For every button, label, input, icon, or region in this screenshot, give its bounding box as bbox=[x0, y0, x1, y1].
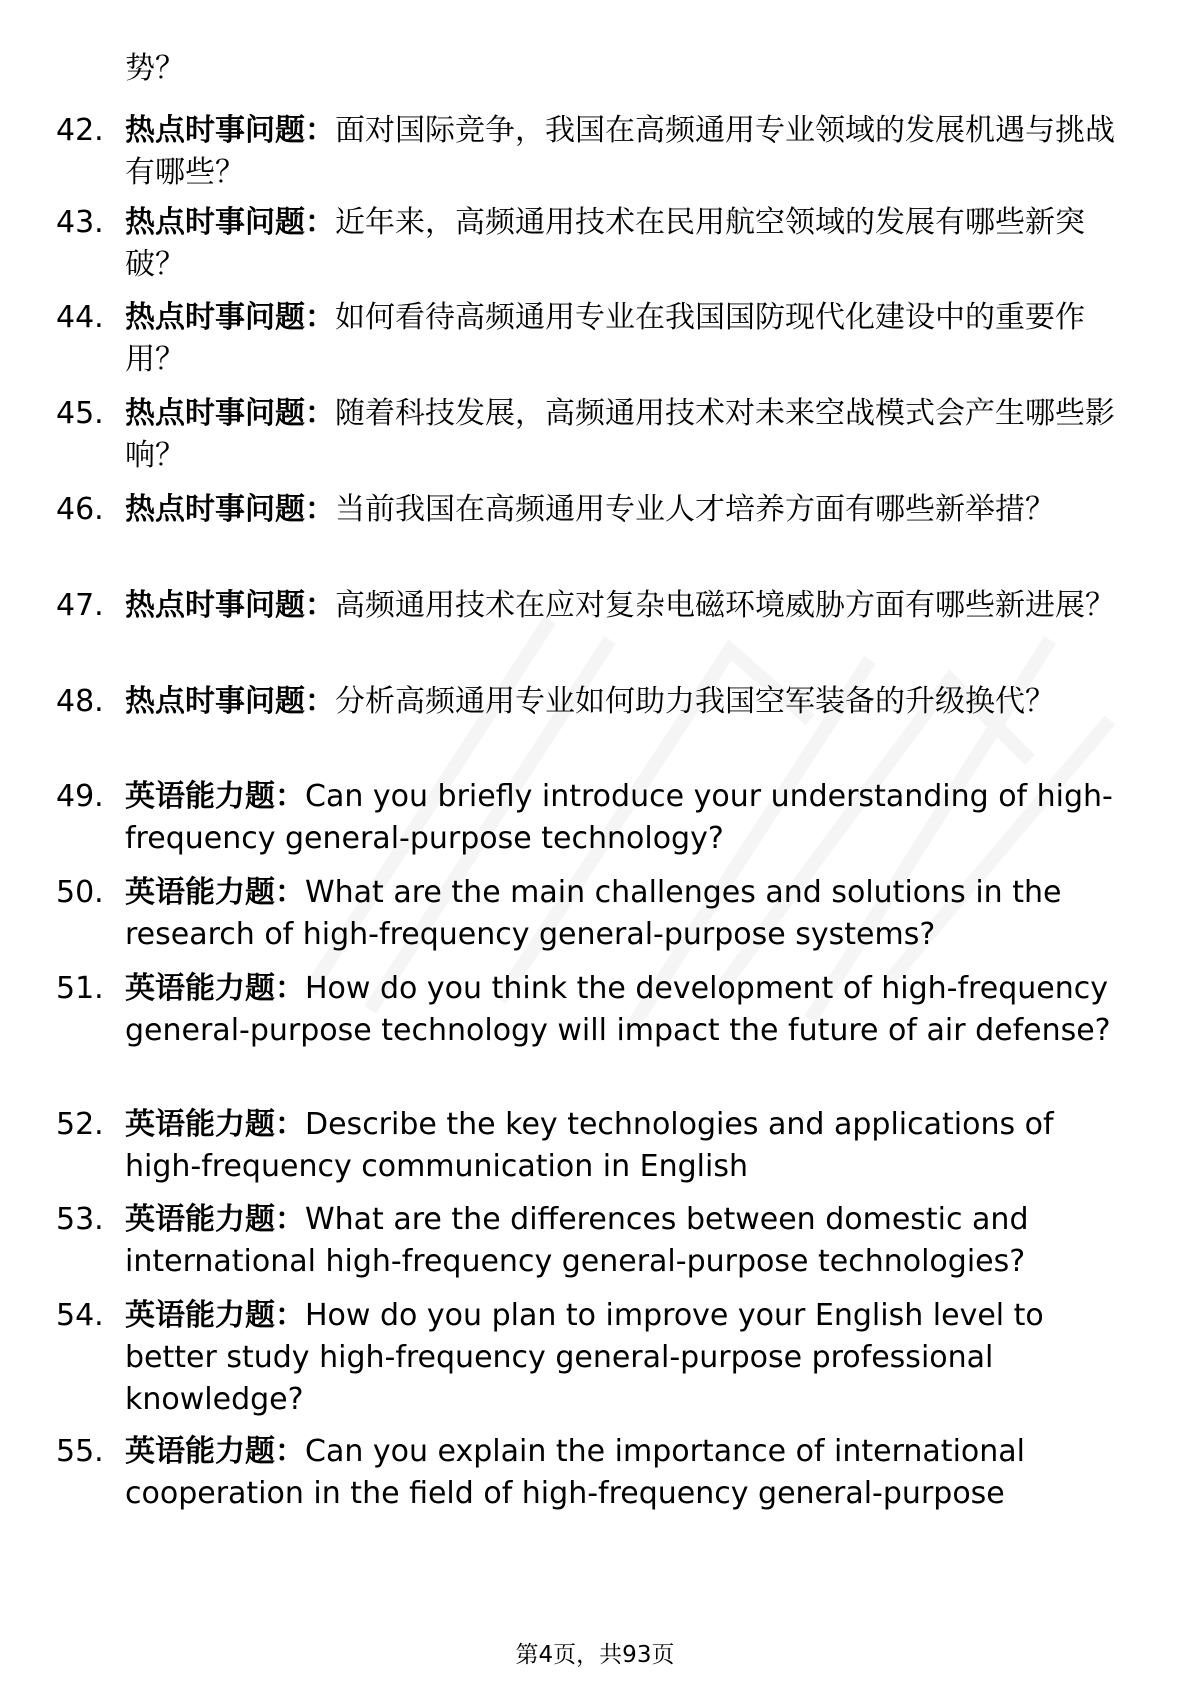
item-number: 44. bbox=[56, 300, 104, 335]
item-content bbox=[125, 681, 1115, 723]
item-content bbox=[125, 1295, 1115, 1421]
item-text: 高频通用技术在应对复杂电磁环境威胁方面有哪些新进展？ bbox=[335, 588, 1115, 623]
item-label: 英语能力题： bbox=[125, 1434, 305, 1469]
item-text: Describe the key technologies and applications of high-frequency communication in English bbox=[125, 1107, 1054, 1184]
item-label: 英语能力题： bbox=[125, 1202, 305, 1237]
item-content bbox=[125, 393, 1115, 477]
item-label: 英语能力题： bbox=[125, 971, 305, 1006]
item-number: 46. bbox=[56, 492, 104, 527]
item-text: 当前我国在高频通用专业人才培养方面有哪些新举措？ bbox=[335, 492, 1055, 527]
page-footer: 第4页，共93页 bbox=[515, 1642, 675, 1668]
item-text: How do you think the development of high-frequency general-purpose technology will impact the future of air defense? bbox=[125, 971, 1111, 1048]
item-label: 热点时事问题： bbox=[125, 205, 335, 240]
item-content bbox=[125, 1199, 1115, 1283]
item-number: 55. bbox=[56, 1434, 104, 1469]
item-content bbox=[125, 776, 1115, 860]
item-text: 近年来，高频通用技术在民用航空领域的发展有哪些新突破？ bbox=[125, 205, 1085, 282]
item-number: 54. bbox=[56, 1298, 104, 1333]
item-content bbox=[125, 110, 1115, 194]
item-content bbox=[125, 872, 1115, 956]
item-number: 42. bbox=[56, 113, 104, 148]
item-text: Can you explain the importance of international cooperation in the field of high-frequency general-purpose bbox=[125, 1434, 1025, 1511]
item-text: Can you briefly introduce your understanding of high-frequency general-purpose technology? bbox=[125, 779, 1113, 856]
item-number: 47. bbox=[56, 588, 104, 623]
continuation-text: 势？ bbox=[125, 51, 185, 86]
item-text: How do you plan to improve your English level to better study high-frequency general-purpose professional knowledge? bbox=[125, 1298, 1044, 1417]
item-label: 热点时事问题： bbox=[125, 396, 335, 431]
item-label: 英语能力题： bbox=[125, 1298, 305, 1333]
item-number: 48. bbox=[56, 684, 104, 719]
item-label: 英语能力题： bbox=[125, 1107, 305, 1142]
item-label: 英语能力题： bbox=[125, 875, 305, 910]
item-content bbox=[125, 297, 1115, 381]
item-text: 随着科技发展，高频通用技术对未来空战模式会产生哪些影响？ bbox=[125, 396, 1115, 473]
item-content bbox=[125, 489, 1115, 531]
item-text: 如何看待高频通用专业在我国国防现代化建设中的重要作用？ bbox=[125, 300, 1085, 377]
item-number: 43. bbox=[56, 205, 104, 240]
item-label: 热点时事问题： bbox=[125, 588, 335, 623]
item-number: 50. bbox=[56, 875, 104, 910]
item-number: 45. bbox=[56, 396, 104, 431]
item-content bbox=[125, 968, 1115, 1052]
item-number: 52. bbox=[56, 1107, 104, 1142]
item-text: What are the differences between domestic and international high-frequency general-purpose technologies? bbox=[125, 1202, 1029, 1279]
item-content bbox=[125, 1104, 1115, 1188]
item-content bbox=[125, 1431, 1115, 1515]
item-label: 热点时事问题： bbox=[125, 492, 335, 527]
item-number: 53. bbox=[56, 1202, 104, 1237]
item-label: 英语能力题： bbox=[125, 779, 305, 814]
item-text: 分析高频通用专业如何助力我国空军装备的升级换代？ bbox=[335, 684, 1055, 719]
item-label: 热点时事问题： bbox=[125, 684, 335, 719]
item-content bbox=[125, 585, 1115, 627]
item-label: 热点时事问题： bbox=[125, 113, 335, 148]
item-text: What are the main challenges and solutions in the research of high-frequency general-purpose systems? bbox=[125, 875, 1062, 952]
item-number: 49. bbox=[56, 779, 104, 814]
item-content bbox=[125, 202, 1115, 286]
item-label: 热点时事问题： bbox=[125, 300, 335, 335]
item-text: 面对国际竞争，我国在高频通用专业领域的发展机遇与挑战有哪些？ bbox=[125, 113, 1115, 190]
item-number: 51. bbox=[56, 971, 104, 1006]
